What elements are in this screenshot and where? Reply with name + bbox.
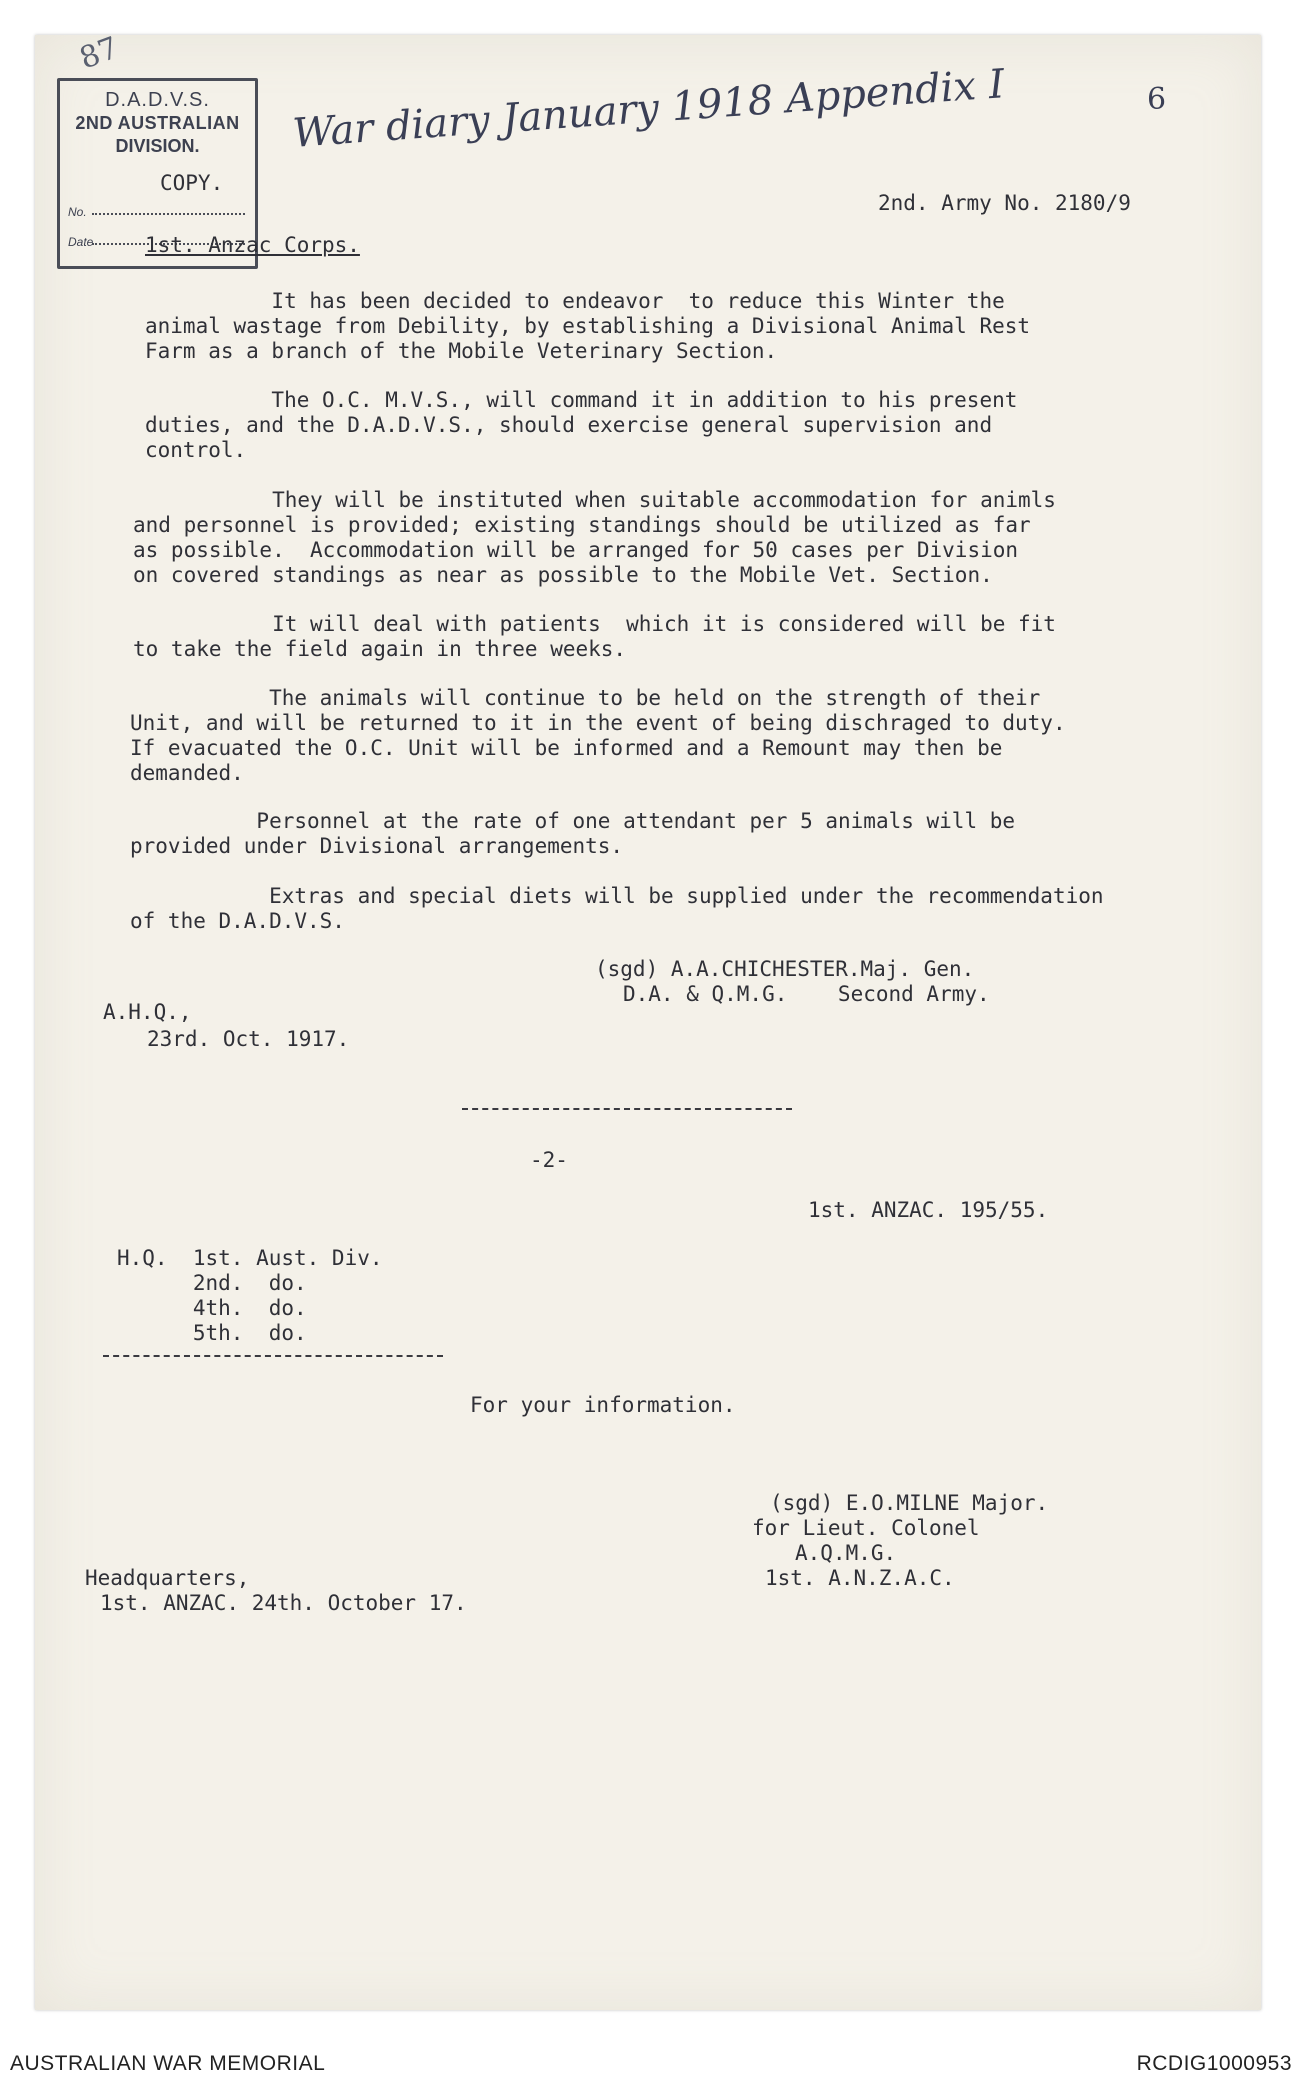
paragraph-6 xyxy=(130,809,1015,859)
army-reference: 2nd. Army No. 2180/9 xyxy=(878,191,1131,215)
footer-credit: AUSTRALIAN WAR MEMORIAL xyxy=(10,2052,326,2075)
p5-line-3: If evacuated the O.C. Unit will be informed and a Remount may then be xyxy=(130,736,1003,760)
stamp-no-rule xyxy=(92,213,245,215)
p5-line-1: The animals will continue to be held on the strength of their xyxy=(130,686,1041,710)
signature-milne-line-3: A.Q.M.G. xyxy=(795,1541,897,1565)
paragraph-1 xyxy=(145,289,1030,364)
stamp-line-3: DIVISION. xyxy=(115,136,200,156)
p6-line-1: Personnel at the rate of one attendant per 5 animals will be xyxy=(130,809,1016,833)
p6-line-2: provided under Divisional arrangements. xyxy=(130,834,624,858)
letter1-date: 23rd. Oct. 1917. xyxy=(147,1027,350,1051)
p4-line-1: It will deal with patients which it is considered will be fit xyxy=(133,612,1056,636)
page-number: 6 xyxy=(1147,82,1167,117)
signature-milne: (sgd) E.O.MILNE Major. xyxy=(770,1491,1049,1515)
p2-line-1: The O.C. M.V.S., will command it in addition to his present xyxy=(145,388,1018,412)
letter2-place-date: 1st. ANZAC. 24th. October 17. xyxy=(100,1591,467,1615)
signature-milne-line-4: 1st. A.N.Z.A.C. xyxy=(765,1566,955,1590)
p5-line-4: demanded. xyxy=(130,761,244,785)
paragraph-4 xyxy=(133,612,1056,662)
p2-line-2: duties, and the D.A.D.V.S., should exercise general supervision and xyxy=(145,413,993,437)
anzac-reference: 1st. ANZAC. 195/55. xyxy=(808,1198,1049,1222)
p1-line-1: It has been decided to endeavor to reduce this Winter the xyxy=(145,289,1005,313)
stamp-line-1: D.A.D.V.S. xyxy=(105,89,210,111)
p7-line-2: of the D.A.D.V.S. xyxy=(130,909,345,933)
paragraph-2 xyxy=(145,388,1017,463)
paragraph-7 xyxy=(130,884,1104,934)
letter1-place: A.H.Q., xyxy=(103,1000,192,1024)
distribution-line-2: 2nd. do. xyxy=(117,1271,307,1295)
p1-line-2: animal wastage from Debility, by establishing a Divisional Animal Rest xyxy=(145,314,1031,338)
p7-line-1: Extras and special diets will be supplied under the recommendation xyxy=(130,884,1104,908)
footer-id: RCDIG1000953 xyxy=(1136,2052,1292,2075)
p5-line-2: Unit, and will be returned to it in the event of being dischraged to duty. xyxy=(130,711,1066,735)
signature-chichester: (sgd) A.A.CHICHESTER.Maj. Gen. xyxy=(595,957,975,981)
stamp-no-label: No. xyxy=(68,205,87,219)
p3-line-3: as possible. Accommodation will be arranged for 50 cases per Division xyxy=(133,538,1019,562)
p1-line-3: Farm as a branch of the Mobile Veterinary Section. xyxy=(145,339,778,363)
signature-chichester-title: D.A. & Q.M.G. Second Army. xyxy=(623,982,990,1006)
handwritten-annotation: War diary January 1918 Appendix I xyxy=(291,61,1006,157)
stamp-date-label: Date xyxy=(68,235,94,249)
p3-line-2: and personnel is provided; existing standings should be utilized as far xyxy=(133,513,1031,537)
addressee: 1st. Anzac Corps. xyxy=(145,233,360,257)
stamp-line-2: 2ND AUSTRALIAN xyxy=(75,113,240,133)
corner-handwritten-number: 87 xyxy=(75,30,124,77)
p4-line-2: to take the field again in three weeks. xyxy=(133,637,627,661)
distribution-divider xyxy=(103,1355,443,1357)
distribution-line-1: H.Q. 1st. Aust. Div. xyxy=(117,1246,383,1270)
info-line: For your information. xyxy=(470,1393,736,1417)
copy-label: COPY. xyxy=(160,171,224,195)
distribution-line-3: 4th. do. xyxy=(117,1296,307,1320)
section-divider xyxy=(462,1108,792,1110)
paragraph-5 xyxy=(130,686,1066,786)
p3-line-4: on covered standings as near as possible to the Mobile Vet. Section. xyxy=(133,563,993,587)
distribution-line-4: 5th. do. xyxy=(117,1321,307,1345)
page-marker: -2- xyxy=(530,1148,568,1172)
letter2-place: Headquarters, xyxy=(85,1566,250,1590)
paragraph-3 xyxy=(133,488,1056,588)
p2-line-3: control. xyxy=(145,438,247,462)
distribution-list xyxy=(117,1246,383,1346)
p3-line-1: They will be instituted when suitable accommodation for animls xyxy=(133,488,1056,512)
signature-milne-line-2: for Lieut. Colonel xyxy=(752,1516,980,1540)
